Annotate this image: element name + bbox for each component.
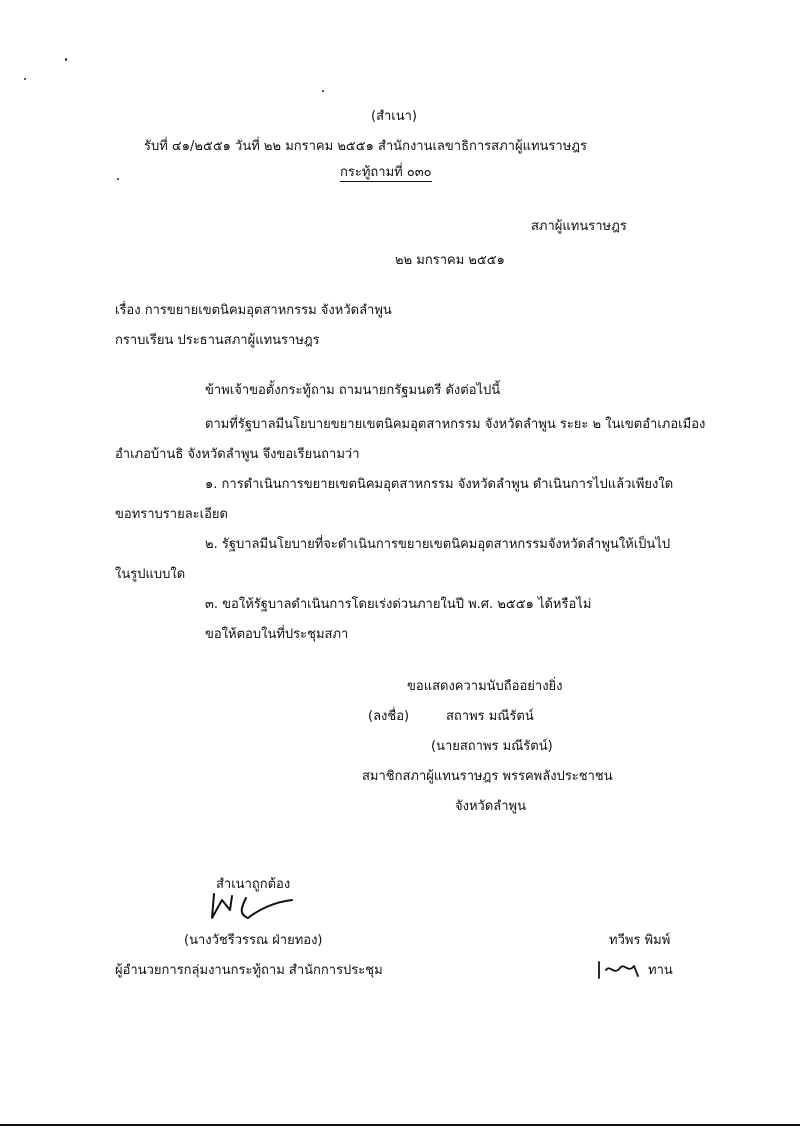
- intro-line: ข้าพเจ้าขอตั้งกระทู้ถาม ถามนายกรัฐมนตรี ดังต่อไปนี้: [205, 383, 501, 398]
- question-item-2-cont: ในรูปแบบใด: [115, 567, 186, 582]
- checker-suffix: ทาน: [648, 963, 673, 978]
- received-line: รับที่ ๔๑/๒๕๕๑ วันที่ ๒๒ มกราคม ๒๕๕๑ สำนักงานเลขาธิการสภาผู้แทนราษฎร: [144, 139, 587, 154]
- signer-province: จังหวัดลำพูน: [455, 799, 526, 814]
- question-item-1: ๑. การดำเนินการขยายเขตนิคมอุตสาหกรรม จังหวัดลำพูน ดำเนินการไปแล้วเพียงใด: [205, 477, 674, 492]
- certifier-title: ผู้อำนวยการกลุ่มงานกระทู้ถาม สำนักการประชุม: [115, 963, 383, 978]
- scan-speck: [24, 78, 26, 80]
- paragraph-line: อำเภอบ้านธิ จังหวัดลำพูน จึงขอเรียนถามว่า: [115, 447, 360, 462]
- typist-note: ทวีพร พิมพ์: [609, 933, 671, 948]
- copy-mark: (สำเนา): [371, 109, 418, 124]
- signer-full-name: (นายสถาพร มณีรัตน์): [431, 739, 553, 754]
- paragraph-line: ตามที่รัฐบาลมีนโยบายขยายเขตนิคมอุตสาหกรรม จังหวัดลำพูน ระยะ ๒ ในเขตอำเภอเมือง: [205, 417, 706, 432]
- scan-speck: [117, 178, 119, 180]
- handwritten-signature: [208, 888, 308, 928]
- addressee-org: สภาผู้แทนราษฎร: [531, 219, 627, 234]
- reply-request: ขอให้ตอบในที่ประชุมสภา: [205, 627, 349, 642]
- question-item-1-cont: ขอทราบรายละเอียด: [115, 507, 228, 522]
- closing-regards: ขอแสดงความนับถืออย่างยิ่ง: [407, 679, 563, 694]
- certified-copy-label: สำเนาถูกต้อง: [216, 877, 291, 892]
- scan-speck: [65, 58, 67, 61]
- signer-name: สถาพร มณีรัตน์: [446, 709, 534, 724]
- certifier-name: (นางวัชรีวรรณ ฝ่ายทอง): [184, 933, 323, 948]
- signer-position: สมาชิกสภาผู้แทนราษฎร พรรคพลังประชาชน: [362, 769, 613, 784]
- question-item-2: ๒. รัฐบาลมีนโยบายที่จะดำเนินการขยายเขตนิคมอุตสาหกรรมจังหวัดลำพูนให้เป็นไป: [205, 537, 671, 552]
- salutation: กราบเรียน ประธานสภาผู้แทนราษฎร: [115, 333, 320, 348]
- letter-date: ๒๒ มกราคม ๒๕๕๑: [395, 253, 505, 268]
- question-item-3: ๓. ขอให้รัฐบาลดำเนินการโดยเร่งด่วนภายในปี พ.ศ. ๒๕๕๑ ได้หรือไม่: [205, 597, 592, 612]
- scan-edge-line: [0, 1124, 800, 1126]
- scan-speck: [322, 90, 324, 92]
- checker-initials: [596, 956, 648, 982]
- question-number: กระทู้ถามที่ ๐๓๐: [340, 165, 432, 180]
- signature-label: (ลงชื่อ): [368, 709, 410, 724]
- subject-line: เรื่อง การขยายเขตนิคมอุตสาหกรรม จังหวัดลำพูน: [115, 303, 392, 318]
